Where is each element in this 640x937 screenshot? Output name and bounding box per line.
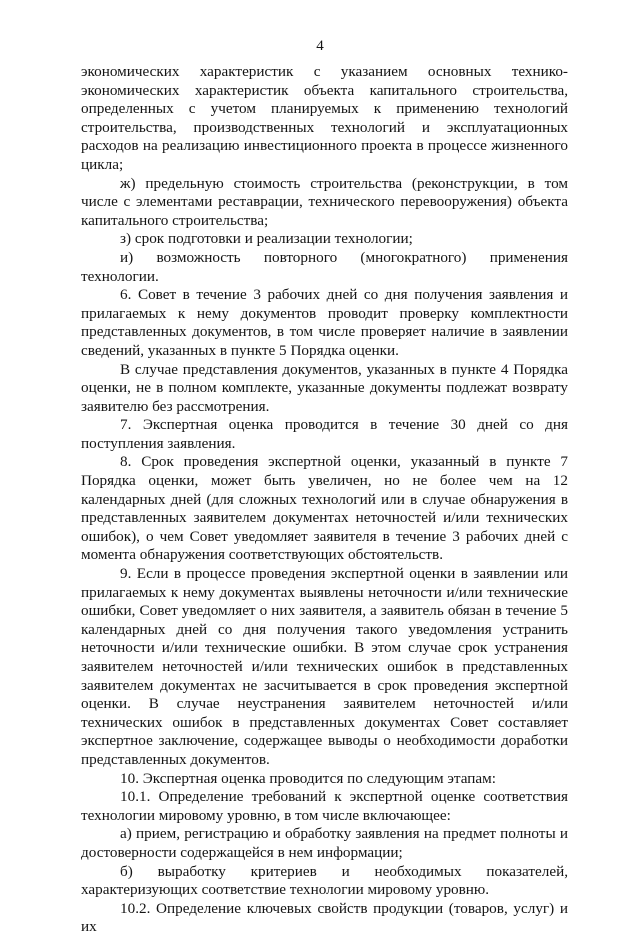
paragraph-item-i: и) возможность повторного (многократного) применения технологии. [81, 248, 568, 285]
paragraph-10: 10. Экспертная оценка проводится по следующим этапам: [120, 769, 496, 787]
paragraph-6: 6. Совет в течение 3 рабочих дней со дня получения заявления и прилагаемых к нему документов проводит проверку комплектности представленных документов, в том числе проверяет наличие в заявлении сведений, указанных в пункте 5 Порядка оценки. [81, 286, 568, 359]
paragraph-6-return: В случае представления документов, указанных в пункте 4 Порядка оценки, не в полном комплекте, указанные документы подлежат возврату заявителю без рассмотрения. [81, 360, 568, 415]
paragraph-10-1-b: б) выработку критериев и необходимых показателей, характеризующих соответствие технологии мировому уровню. [81, 862, 568, 899]
paragraph-10-1-a: а) прием, регистрацию и обработку заявления на предмет полноты и достоверности содержащейся в нем информации; [81, 825, 568, 861]
document-body [81, 63, 568, 937]
paragraph-9: 9. Если в процессе проведения экспертной оценки в заявлении или прилагаемых к нему документах выявлены неточности и/или технические ошибки, Совет уведомляет о них заявителя, а заявитель обязан в течение 5 календарных дней со дня получения такого уведомления устранить неточности и/или технические ошибки. В этом случае срок устранения заявителем неточностей и/или технических ошибок в представленных заявителем документах не засчитывается в срок проведения экспертной оценки. В случае неустранения заявителем неточностей и/или технических ошибок в представленных документах Совет составляет экспертное заключение, содержащее выводы о необходимости доработки представленных документов. [81, 565, 568, 768]
paragraph-7: 7. Экспертная оценка проводится в течение 30 дней со дня поступления заявления. [81, 416, 568, 452]
page-number: 4 [316, 38, 324, 54]
paragraph-item-zh: ж) предельную стоимость строительства (реконструкции, в том числе с элементами реставрации, технического перевооружения) объекта капитального строительства; [81, 174, 568, 229]
paragraph-10-1: 10.1. Определение требований к экспертной оценке соответствия технологии мировому уровню, в том числе включающее: [81, 788, 568, 824]
paragraph-10-2: 10.2. Определение ключевых свойств продукции (товаров, услуг) и их [81, 899, 568, 936]
paragraph-continuation: экономических характеристик с указанием основных технико-экономических характеристик объекта капитального строительства, определенных с учетом планируемых к применению технологий строительства, производственных технологий и эксплуатационных расходов на реализацию инвестиционного проекта в процессе жизненного цикла; [81, 63, 568, 173]
paragraph-item-z: з) срок подготовки и реализации технологии; [120, 230, 413, 248]
paragraph-8: 8. Срок проведения экспертной оценки, указанный в пункте 7 Порядка оценки, может быть увеличен, но не более чем на 12 календарных дней (для сложных технологий или в случае обнаружения в представленных заявителем документах неточностей и/или технических ошибок), о чем Совет уведомляет заявителя в течение 3 рабочих дней с момента обнаружения соответствующих обстоятельств. [81, 453, 568, 564]
